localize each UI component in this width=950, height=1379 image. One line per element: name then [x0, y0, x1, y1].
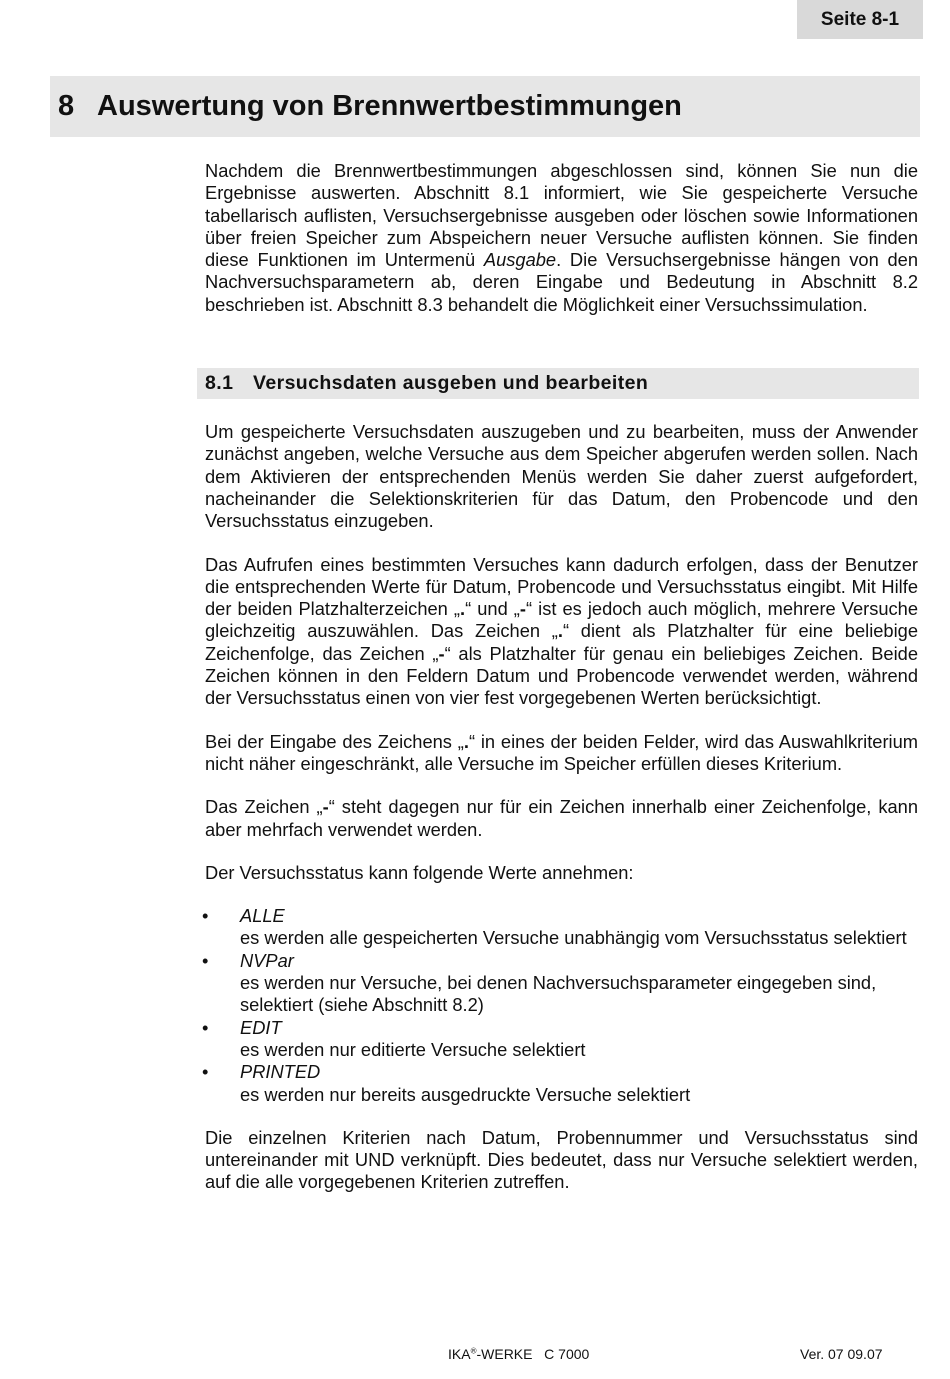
dot-paragraph	[205, 731, 918, 776]
bullet-icon: •	[202, 1061, 209, 1083]
status-term: EDIT	[240, 1016, 282, 1038]
dot-symbol: .	[463, 730, 469, 752]
footer-version: Ver. 07 09.07	[800, 1346, 883, 1362]
bullet-icon: •	[202, 905, 209, 927]
intro-paragraph	[205, 160, 918, 316]
footer-brand	[448, 1346, 589, 1362]
status-description: es werden nur bereits ausgedruckte Versuche selektiert	[240, 1083, 691, 1105]
model-name: -WERKE C 7000	[476, 1346, 590, 1362]
list-item	[202, 1016, 918, 1062]
list-item	[202, 1061, 918, 1106]
status-intro: Der Versuchsstatus kann folgende Werte annehmen:	[205, 861, 634, 883]
section-title: Versuchsdaten ausgeben und bearbeiten	[253, 372, 649, 395]
chapter-title: Auswertung von Brennwertbestimmungen	[97, 90, 682, 122]
status-term: ALLE	[240, 905, 285, 927]
text-segment: Das Zeichen „	[205, 796, 323, 818]
menu-name-ausgabe: Ausgabe	[483, 249, 557, 271]
section-number: 8.1	[205, 372, 234, 395]
text-segment: “ in eines der beiden Felder, wird das Auswahlkriterium nicht näher eingeschränkt, alle Versuche im Speicher erfüllen dieses Kriterium.	[205, 730, 918, 774]
text-segment: “ als Platzhalter für genau ein beliebiges Zeichen. Beide Zeichen können in den Feldern Datum und Probencode verwendet werden, während der Versuchsstatus einen von vier fest vorgegebenen Werten berücksichtigt.	[205, 642, 918, 709]
text-segment: “ und „	[465, 598, 520, 620]
dot-symbol: .	[459, 598, 466, 620]
intro-text-2: . Die Versuchsergebnisse hängen von den Nachversuchsparametern ab, deren Eingabe und Bedeutung in Abschnitt 8.2 beschrieben ist. Abschnitt 8.3 behandelt die Möglichkeit einer Versuchssimulation.	[205, 249, 919, 315]
text-segment: “ steht dagegen nur für ein Zeichen innerhalb einer Zeichenfolge, kann aber mehrfach verwendet werden.	[205, 796, 918, 840]
dash-symbol: -	[519, 598, 526, 620]
selection-paragraph: Um gespeicherte Versuchsdaten auszugeben und zu bearbeiten, muss der Anwender zunächst angeben, welche Versuche aus dem Speicher abgerufen werden sollen. Nach dem Aktivieren der entsprechenden Menüs werden Sie daher zuerst aufgefordert, nacheinander die Selektionskriterien für das Datum, den Probencode und den Versuchsstatus einzugeben.	[205, 421, 918, 532]
section-heading	[197, 368, 919, 399]
dot-symbol: .	[557, 620, 563, 642]
list-item	[202, 905, 918, 950]
status-description: es werden nur editierte Versuche selektiert	[240, 1038, 586, 1060]
text-segment: Bei der Eingabe des Zeichens „	[205, 730, 464, 752]
status-term: NVPar	[240, 949, 294, 971]
status-description: es werden nur Versuche, bei denen Nachversuchsparameter eingegeben sind, selektiert (siehe Abschnitt 8.2)	[240, 972, 877, 1016]
list-item	[202, 949, 918, 1017]
brand-name: IKA	[448, 1346, 471, 1362]
chapter-number: 8	[58, 90, 75, 122]
bullet-icon: •	[202, 949, 209, 971]
text-segment: “ ist es jedoch auch möglich, mehrere Versuche gleichzeitig auszuwählen. Das Zeichen „	[205, 598, 918, 642]
status-list	[202, 905, 918, 1106]
chapter-heading	[50, 76, 920, 137]
dash-symbol: -	[322, 796, 329, 818]
bullet-icon: •	[202, 1016, 209, 1038]
text-segment: “ dient als Platzhalter für eine beliebige Zeichenfolge, das Zeichen „	[205, 620, 918, 664]
status-term: PRINTED	[240, 1061, 321, 1083]
dash-symbol: -	[438, 642, 445, 664]
dash-paragraph	[205, 796, 918, 841]
text-segment: Das Aufrufen eines bestimmten Versuches kann dadurch erfolgen, dass der Benutzer die entsprechenden Werte für Datum, Probencode und Versuchsstatus eingibt. Mit Hilfe der beiden Platzhalterzeichen „	[205, 553, 918, 620]
intro-text-1: Nachdem die Brennwertbestimmungen abgeschlossen sind, können Sie nun die Ergebnisse auswerten. Abschnitt 8.1 informiert, wie Sie gespeicherte Versuche tabellarisch auflisten, Versuchsergebnisse ausgeben oder löschen sowie Informationen über freien Speicher zum Abspeichern neuer Versuche auflisten können. Sie finden diese Funktionen im Untermenü	[205, 160, 918, 271]
closing-paragraph: Die einzelnen Kriterien nach Datum, Probennummer und Versuchsstatus sind untereinander mit UND verknüpft. Dies bedeutet, dass nur Versuche selektiert werden, auf die alle vorgegebenen Kriterien zutreffen.	[205, 1126, 918, 1193]
page-number-label: Seite 8-1	[797, 0, 923, 39]
main-content	[202, 160, 919, 1194]
status-description: es werden alle gespeicherten Versuche unabhängig vom Versuchsstatus selektiert	[240, 927, 907, 949]
registered-mark: ®	[470, 1346, 477, 1356]
placeholder-paragraph	[205, 554, 918, 710]
